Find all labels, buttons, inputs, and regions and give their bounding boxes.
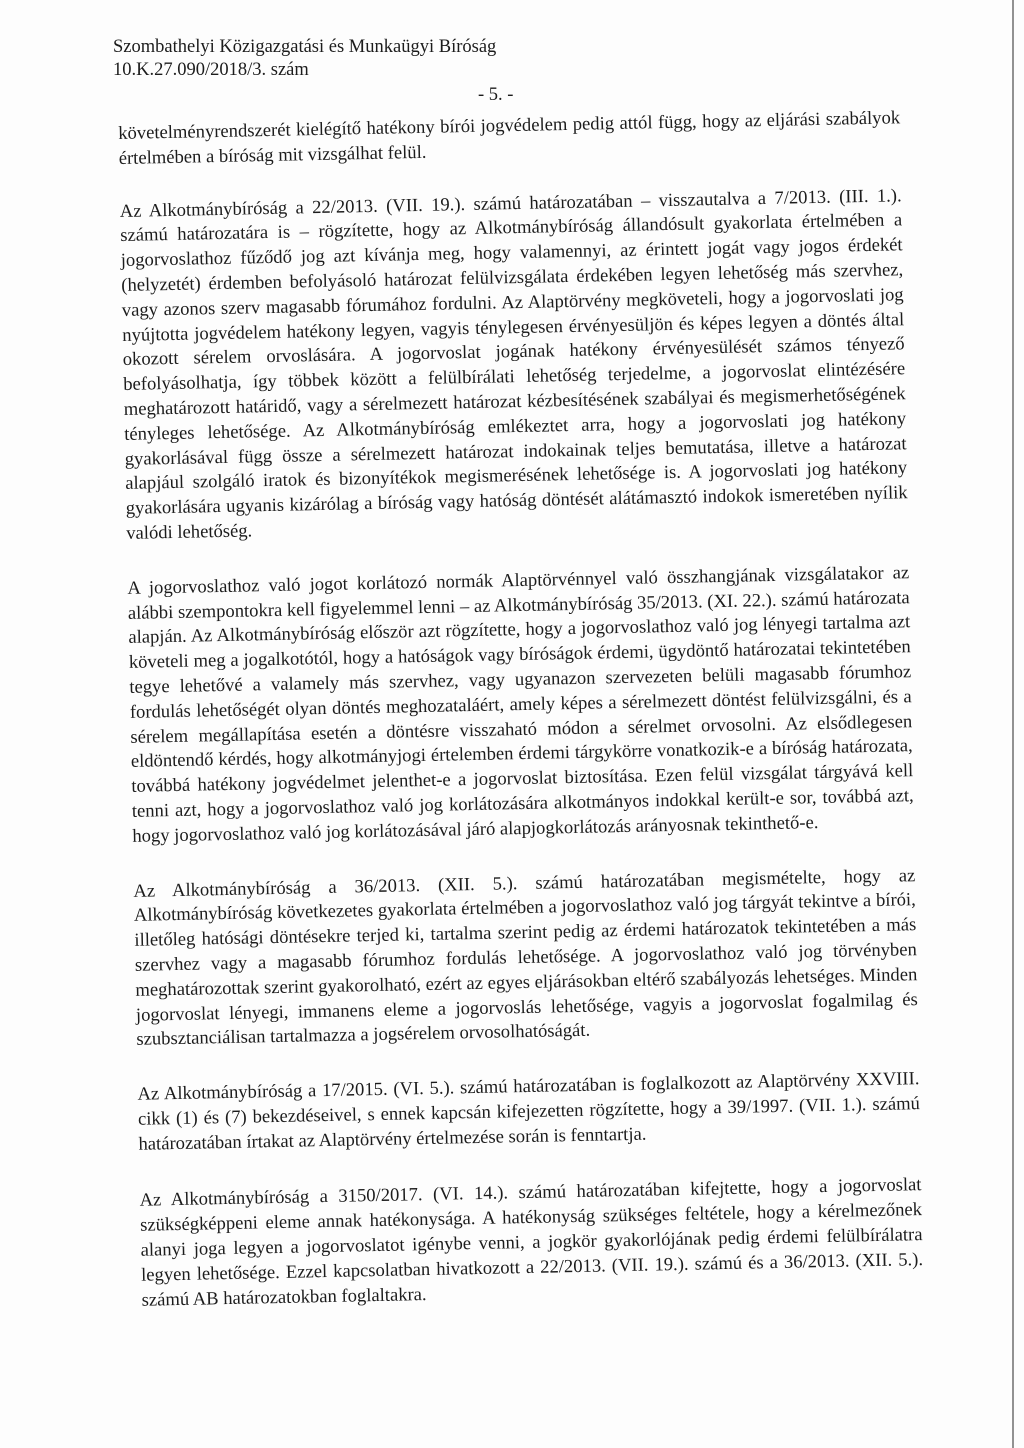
paragraph-2: Az Alkotmánybíróság a 22/2013. (VII. 19.). számú határozatában – visszautalva a 7/2013. (III. 1.). számú határozatára is – rögzítette, hogy az Alkotmánybíróság állandósult gyakorlata értelmében a jogorvoslathoz fűződő jog azt kívánja meg, hogy valamennyi, az érintett jogát vagy jogos érdekét (helyzetét) érdemben befolyásoló határozat felülvizsgálata érdekében legyen lehetőség más szervhez, vagy azonos szerv magasabb fórumához fordulni. Az Alaptörvény megköveteli, hogy a jogorvoslati jog nyújtotta jogvédelem hatékony legyen, vagyis ténylegesen érvényesüljön és képes legyen a döntés által okozott sérelem orvoslására. A jogorvoslat jogának hatékony érvényesülését számos tényező befolyásolhatja, így többek között a felülbírálati lehetőség terjedelme, a jogorvoslat elintézésére meghatározott határidő, vagy a sérelmezett határozat kézbesítésének szabályai és megismerhetőségének tényleges lehetősége. Az Alkotmánybíróság emlékeztet arra, hogy a jogorvoslati jog hatékony gyakorlásával függ össze a sérelmezett határozat indokainak teljes bemutatása, illetve a határozat alapjául szolgáló iratok és bizonyítékok megismerésének lehetősége is. A jogorvoslati jog hatékony gyakorlására ugyanis kizárólag a bíróság vagy hatóság döntését alátámasztó indokok ismeretében nyílik valódi lehetőség. (119, 184, 908, 544)
case-number: 10.K.27.090/2018/3. szám (113, 60, 309, 80)
paragraph-5: Az Alkotmánybíróság a 17/2015. (VI. 5.). számú határozatában is foglalkozott az Alaptörvény XXVIII. cikk (1) és (7) bekezdéseivel, s ennek kapcsán kifejezetten rögzítette, hogy a 39/1997. (VII. 1.). számú határozatában írtakat az Alaptörvény értelmezése során is fenntartja. (137, 1068, 921, 1155)
paragraph-1: követelményrendszerét kielégítő hatékony bírói jogvédelem pedig attól függ, hogy az eljárási szabályok értelmében a bíróság mit vizsgálhat felül. (118, 107, 901, 169)
paragraph-4: Az Alkotmánybíróság a 36/2013. (XII. 5.). számú határozatában megismételte, hogy az Alkotmánybíróság következetes gyakorlata értelmében a jogorvoslathoz való jog tárgyát tekintve a bírói, illetőleg hatósági döntésekre terjed ki, tartalma szerint pedig az érdemi határozatok tekintetében a más szervhez vagy a magasabb fórumhoz fordulás lehetősége. A jogorvoslathoz való jog törvényben meghatározottak szerint gyakorolható, ezért az egyes eljárásokban eltérő szabályozás lehetséges. Minden jogorvoslat lényegi, immanens eleme a jogorvoslás lehetősége, vagyis a jogorvoslat fogalmilag és szubsztanciálisan tartalmazza a jogsérelem orvosolhatóságát. (133, 864, 918, 1051)
paragraph-6: Az Alkotmánybíróság a 3150/2017. (VI. 14.). számú határozatában kifejtette, hogy a jogorvoslat szükségképpeni eleme annak hatékonysága. A hatékonyság szükséges feltétele, hogy a kérelmezőnek alanyi joga legyen a jogorvoslatot igénybe venni, a jogkör gyakorlójának pedig érdemi felülbírálatra legyen lehetősége. Ezzel kapcsolatban hivatkozott a 22/2013. (VII. 19.). számú és a 36/2013. (XII. 5.). számú AB határozatokban foglaltakra. (139, 1174, 924, 1311)
court-name: Szombathelyi Közigazgatási és Munkaügyi Bíróság (113, 37, 497, 57)
page-number: - 5. - (478, 85, 514, 105)
scan-edge-line (1012, 0, 1014, 1448)
document-body (118, 106, 924, 1337)
paragraph-3: A jogorvoslathoz való jogot korlátozó normák Alaptörvénnyel való összhangjának vizsgálatakor az alábbi szempontokra kell figyelemmel lenni – az Alkotmánybíróság 35/2013. (XI. 22.). számú határozata alapján. Az Alkotmánybíróság először azt rögzítette, hogy a jogorvoslathoz való jog lényegi tartalma azt követeli meg a jogalkotótól, hogy a hatóságok vagy bíróságok érdemi, ügydöntő határozatai tekintetében tegye lehetővé a valamely más szervhez, vagy ugyanazon szervezeten belüli magasabb fórumhoz fordulás lehetőségét olyan döntés meghozataláért, amely képes a sérelmezett döntést felülvizsgálni, és a sérelem megállapítása esetén a döntésre visszaható módon a sérelmet orvosolni. Az elsődlegesen eldöntendő kérdés, hogy alkotmányjogi értelemben érdemi tárgykörre vonatkozik-e a bíróság határozata, továbbá hatékony jogvédelmet jelenthet-e a jogorvoslat biztosítása. Ezen felül vizsgálat tárgyává kell tenni azt, hogy a jogorvoslathoz való jog korlátozására alkotmányos indokkal került-e sor, továbbá azt, hogy jogorvoslathoz való jog korlátozásával járó alapjogkorlátozás arányosnak tekinthető-e. (127, 561, 914, 847)
document-header (113, 36, 496, 82)
